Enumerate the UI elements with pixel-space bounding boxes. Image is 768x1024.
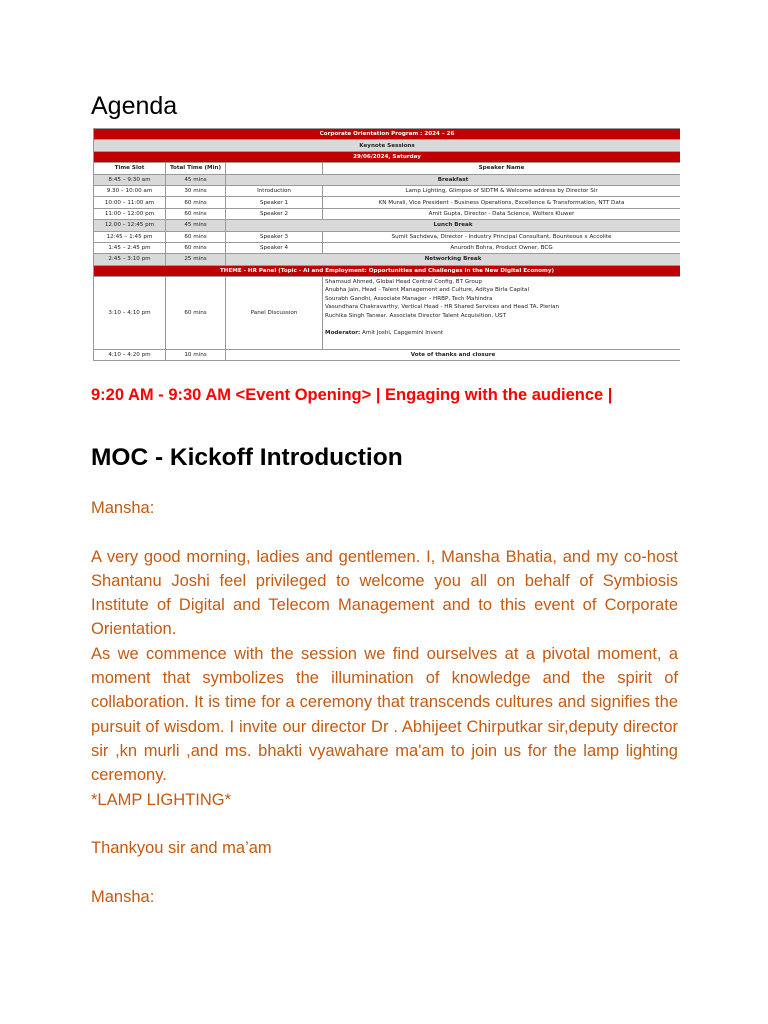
moc-title: MOC - Kickoff Introduction — [91, 444, 403, 471]
total-cell: 10 mins — [166, 350, 226, 361]
panel-member: Ruchika Singh Tanwar, Associate Director Talent Acquisition, UST — [325, 312, 507, 319]
keynote-row — [94, 140, 681, 151]
total-cell: 60 mins — [166, 208, 226, 219]
table-row — [94, 231, 681, 242]
script-body — [91, 496, 678, 909]
blank-line — [91, 812, 678, 836]
speaker-name: Mansha: — [91, 887, 155, 906]
table-row — [94, 174, 681, 185]
speaker-cell: Lamp Lighting, Glimpse of SIDTM & Welcome address by Director Sir — [323, 185, 681, 196]
time-cell: 1:45 – 2:45 pm — [94, 242, 166, 253]
event-opening-line: 9:20 AM - 9:30 AM <Event Opening> | Engaging with the audience | — [91, 386, 613, 404]
role-cell: Speaker 1 — [226, 197, 323, 208]
time-cell: 12:45 – 1:45 pm — [94, 231, 166, 242]
total-cell: 60 mins — [166, 197, 226, 208]
panel-member: Anubha Jain, Head - Talent Management and Culture, Aditya Birla Capital — [325, 287, 530, 294]
time-cell: 10:00 – 11:00 am — [94, 197, 166, 208]
blank-line — [91, 520, 678, 544]
role-cell: Speaker 4 — [226, 242, 323, 253]
speaker-cell: Lunch Break — [226, 220, 681, 231]
theme-label: THEME - HR Panel (Topic - AI and Employment: Opportunities and Challenges in the New Digital Economy) — [94, 265, 681, 276]
date-row — [94, 151, 681, 162]
speaker-name: Mansha: — [91, 499, 155, 517]
lamp-lighting-cue: *LAMP LIGHTING* — [91, 790, 231, 809]
total-cell: 60 mins — [166, 277, 226, 350]
table-row — [94, 185, 681, 196]
total-cell: 60 mins — [166, 242, 226, 253]
total-cell: 30 mins — [166, 185, 226, 196]
speaker-cell: Networking Break — [226, 254, 681, 265]
ceremony-paragraph: As we commence with the session we find ourselves at a pivotal moment, a moment that symbolizes the illumination of knowledge and the spirit of collaboration. It is time for a ceremony that transcends cultures and signifies the pursuit of wisdom. I invite our director Dr . Abhijeet Chirputkar sir,deputy director sir ,kn murli ,and ms. bhakti vyawahare ma'am to join us for the lamp lighting ceremony. — [91, 644, 678, 785]
time-cell: 8:45 – 9:30 am — [94, 174, 166, 185]
time-cell: 12.00 – 12:45 pm — [94, 220, 166, 231]
keynote-label: Keynote Sessions — [94, 140, 681, 151]
table-row — [94, 242, 681, 253]
time-cell: 3:10 – 4:10 pm — [94, 277, 166, 350]
column-header: Time Slot — [94, 163, 166, 174]
program-title-row — [94, 129, 681, 140]
role-cell: Speaker 2 — [226, 208, 323, 219]
agenda-heading: Agenda — [91, 92, 178, 120]
table-row — [94, 197, 681, 208]
agenda-table — [93, 128, 680, 361]
speaker-cell: Vote of thanks and closure — [226, 350, 681, 361]
panel-member: Sourabh Gandhi, Associate Manager – HRBP, Tech Mahindra — [325, 295, 493, 302]
thanks-line: Thankyou sir and ma’am — [91, 839, 272, 858]
time-cell: 11:00 – 12:00 pm — [94, 208, 166, 219]
theme-row — [94, 265, 681, 276]
time-cell: 9.30 – 10:00 am — [94, 185, 166, 196]
column-header: Speaker Name — [323, 163, 681, 174]
table-row — [94, 254, 681, 265]
speaker-cell: Breakfast — [226, 174, 681, 185]
speaker-cell: KN Murali, Vice President - Business Operations, Excellence & Transformation, NTT Data — [323, 197, 681, 208]
total-cell: 60 mins — [166, 231, 226, 242]
speaker-cell: Amit Gupta, Director - Data Science, Wolters Kluwer — [323, 208, 681, 219]
table-row — [94, 208, 681, 219]
column-header-row — [94, 163, 681, 174]
program-title: Corporate Orientation Program : 2024 – 26 — [94, 129, 681, 140]
panel-members-cell — [323, 277, 681, 350]
welcome-paragraph: A very good morning, ladies and gentlemen. I, Mansha Bhatia, and my co-host Shantanu Joshi feel privileged to welcome you all on behalf of Symbiosis Institute of Digital and Telecom Management and to this event of Corporate Orientation. — [91, 547, 678, 639]
column-header: Total Time (Min) — [166, 163, 226, 174]
panel-member: Shamsud Ahmed, Global Head Central Config, BT Group — [325, 279, 482, 286]
total-cell: 25 mins — [166, 254, 226, 265]
role-cell: Speaker 3 — [226, 231, 323, 242]
panel-row — [94, 277, 681, 350]
moderator-name: Amit Joshi, Capgemini Invent — [360, 329, 443, 336]
total-cell: 45 mins — [166, 174, 226, 185]
role-cell: Introduction — [226, 185, 323, 196]
date-label: 29/06/2024, Saturday — [94, 151, 681, 162]
role-cell: Panel Discussion — [226, 277, 323, 350]
speaker-cell: Sumit Sachdeva, Director - Industry Principal Consultant, Bounteous x Accolite — [323, 231, 681, 242]
moderator-line — [325, 329, 678, 337]
blank-line — [91, 860, 678, 884]
panel-member: Vasundhara Chakravarthy, Vertical Head - HR Shared Services and Head TA, Pierian — [325, 304, 560, 311]
time-cell: 4:10 – 4:20 pm — [94, 350, 166, 361]
panel-spacer — [325, 320, 678, 328]
agenda-table-image — [93, 128, 680, 378]
table-row — [94, 350, 681, 361]
total-cell: 45 mins — [166, 220, 226, 231]
moderator-label: Moderator: — [325, 329, 361, 336]
time-cell: 2:45 – 3:10 pm — [94, 254, 166, 265]
speaker-cell: Anurodh Bohra, Product Owner, BCG — [323, 242, 681, 253]
table-row — [94, 220, 681, 231]
column-header — [226, 163, 323, 174]
